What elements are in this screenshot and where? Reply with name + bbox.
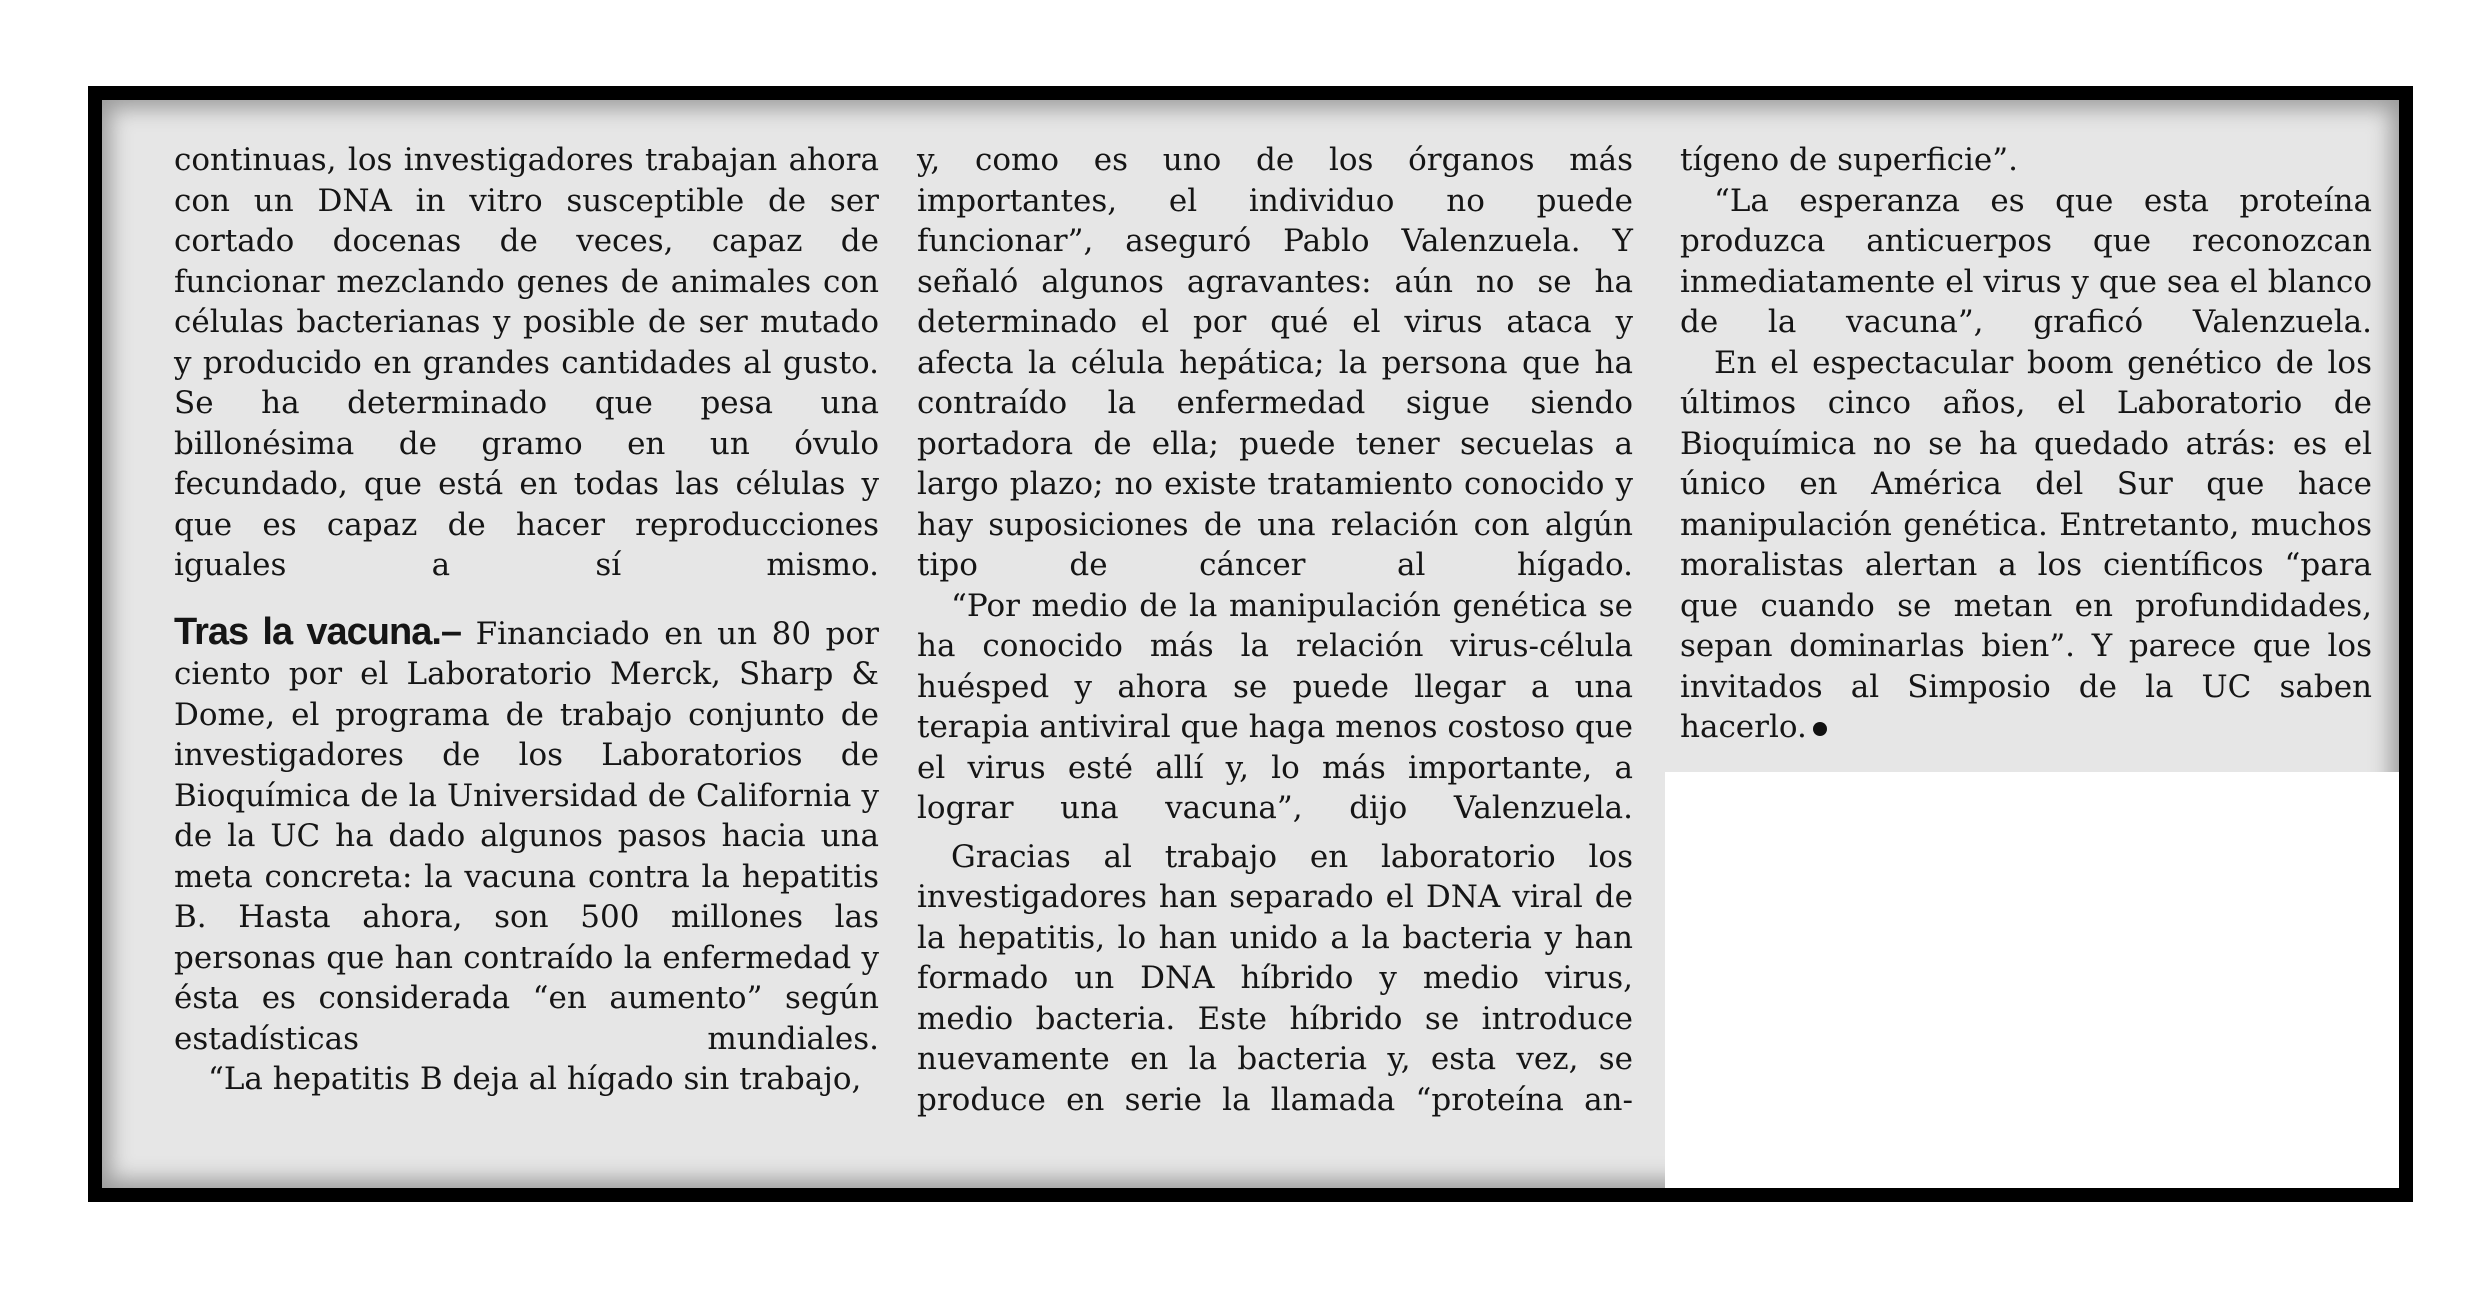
paragraph: Gracias al trabajo en laboratorio los investigadores han separado el DNA viral de la hepatitis, lo han unido a la bacteria y han formado un DNA híbrido y medio virus, medio bacteria. Este híbrido se introduce nuevamente en la bacteria y, esta vez, se produce en serie la llamada “proteína an-	[917, 838, 1633, 1118]
paragraph-closing	[1680, 343, 2372, 748]
blank-area	[1665, 772, 2399, 1188]
column-3	[1680, 140, 2372, 748]
end-mark-icon	[1813, 722, 1827, 736]
section-heading: Tras la vacuna.–	[174, 610, 462, 653]
column-1	[174, 140, 879, 1100]
paragraph-text: En el espectacular boom genético de los últimos cinco años, el Laboratorio de Bioquímica no se ha quedado atrás: es el único en América del Sur que hace manipulación genética. Entretanto, muchos moralistas alertan a los científicos “para que cuando se metan en profundidades, sepan dominarlas bien”. Y parece que los invitados al Simposio de la UC saben hacerlo.	[1680, 344, 2372, 745]
paragraph: “Por medio de la manipulación genética se ha conocido más la relación virus-célula huésped y ahora se puede llegar a una terapia antiviral que haga menos costoso que el virus esté allí y, lo más importante, a lograr una vacuna”, dijo Valenzuela.	[917, 587, 1633, 826]
paragraph: continuas, los investigadores trabajan ahora con un DNA in vitro susceptible de ser cortado docenas de veces, capaz de funcionar mezclando genes de animales con células bacterianas y posible de ser mutado y producido en grandes cantidades al gusto. Se ha determinado que pesa una billonésima de gramo en un óvulo fecundado, que está en todas las células y que es capaz de hacer reproducciones iguales a sí mismo.	[174, 142, 879, 583]
paragraph-text: Financiado en un 80 por ciento por el Laboratorio Merck, Sharp & Dome, el programa de trabajo conjunto de investigadores de los Laboratorios de Bioquímica de la Universidad de California y de la UC ha dado algunos pasos hacia una meta concreta: la vacuna contra la hepatitis B. Hasta ahora, son 500 millones las personas que han contraído la enfermedad y ésta es considerada “en aumento” según estadísticas mundiales.	[174, 615, 879, 1057]
paragraph: “La hepatitis B deja al hígado sin trabajo,	[208, 1061, 862, 1097]
paragraph-with-heading	[174, 612, 879, 1060]
paragraph: tígeno de superficie”.	[1680, 142, 2018, 178]
paragraph: y, como es uno de los órganos más importantes, el individuo no puede funcionar”, aseguró Pablo Valenzuela. Y señaló algunos agravantes: aún no se ha determinado el por qué el virus ataca y afecta la célula hepática; la persona que ha contraído la enfermedad sigue siendo portadora de ella; puede tener secuelas a largo plazo; no existe tratamiento conocido y hay suposiciones de una relación con algún tipo de cáncer al hígado.	[917, 142, 1633, 583]
newspaper-clipping	[102, 100, 2399, 1188]
paragraph: “La esperanza es que esta proteína produzca anticuerpos que reconozcan inmediatamente el virus y que sea el blanco de la vacuna”, graficó Valenzuela.	[1680, 182, 2372, 340]
column-2	[917, 140, 1633, 1120]
